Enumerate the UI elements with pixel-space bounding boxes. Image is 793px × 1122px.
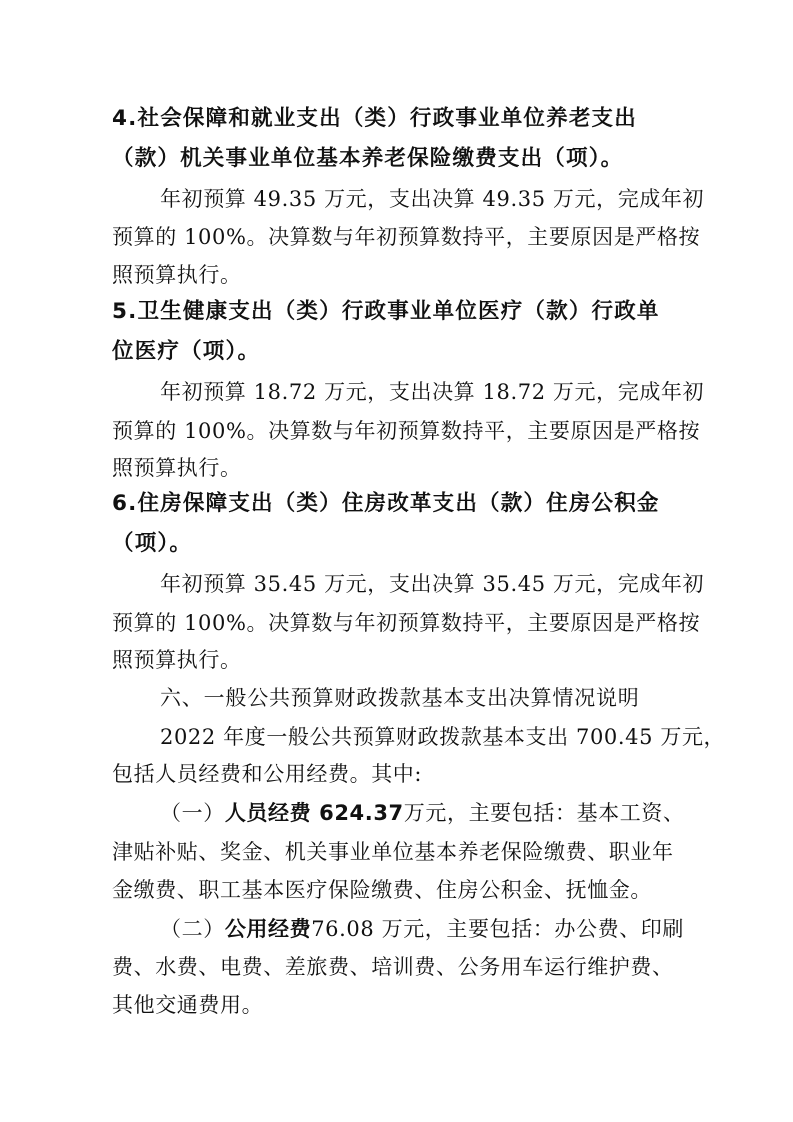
item-6-body-line1: 年初预算 35.45 万元，支出决算 35.45 万元，完成年初 (160, 572, 705, 596)
public-expense-line3: 其他交通费用。 (112, 993, 264, 1017)
personnel-expense-line2: 津贴补贴、奖金、机关事业单位基本养老保险缴费、职业年 (112, 840, 674, 864)
item-4-body-line1: 年初预算 49.35 万元，支出决算 49.35 万元，完成年初 (160, 187, 705, 211)
item-5-body-line1: 年初预算 18.72 万元，支出决算 18.72 万元，完成年初 (160, 380, 705, 404)
item-6-heading-line2: （项）。 (112, 531, 193, 556)
public-prefix: （二） (160, 917, 225, 941)
item-4-heading-line2: （款）机关事业单位基本养老保险缴费支出（项）。 (112, 146, 624, 171)
item-4-body-line3: 照预算执行。 (112, 263, 242, 287)
item-5-body-line3: 照预算执行。 (112, 456, 242, 480)
personnel-label: 人员经费 624.37 (224, 801, 404, 825)
item-5-heading-line1: 5.卫生健康支出（类）行政事业单位医疗（款）行政单 (112, 299, 660, 324)
personnel-rest: 万元，主要包括：基本工资、 (403, 801, 685, 825)
section-6-summary-line2: 包括人员经费和公用经费。其中: (112, 762, 423, 786)
section-6-title: 六、一般公共预算财政拨款基本支出决算情况说明 (160, 686, 640, 710)
item-5-body-line2: 预算的 100%。决算数与年初预算数持平，主要原因是严格按 (112, 419, 701, 443)
public-expense-line1 (160, 914, 684, 944)
item-6-body-line3: 照预算执行。 (112, 648, 242, 672)
item-6-heading-line1: 6.住房保障支出（类）住房改革支出（款）住房公积金 (112, 491, 660, 516)
section-6-summary-line1: 2022 年度一般公共预算财政拨款基本支出 700.45 万元， (160, 725, 726, 749)
personnel-expense-line1 (160, 798, 685, 828)
personnel-prefix: （一） (160, 801, 225, 825)
item-4-heading-line1: 4.社会保障和就业支出（类）行政事业单位养老支出 (112, 106, 637, 131)
public-rest: 76.08 万元，主要包括：办公费、印刷 (311, 917, 685, 941)
personnel-expense-line3: 金缴费、职工基本医疗保险缴费、住房公积金、抚恤金。 (112, 878, 652, 902)
public-expense-line2: 费、水费、电费、差旅费、培训费、公务用车运行维护费、 (112, 955, 674, 979)
item-5-heading-line2: 位医疗（项）。 (112, 339, 261, 364)
item-6-body-line2: 预算的 100%。决算数与年初预算数持平，主要原因是严格按 (112, 611, 701, 635)
public-label: 公用经费 (224, 917, 312, 941)
item-4-body-line2: 预算的 100%。决算数与年初预算数持平，主要原因是严格按 (112, 225, 701, 249)
